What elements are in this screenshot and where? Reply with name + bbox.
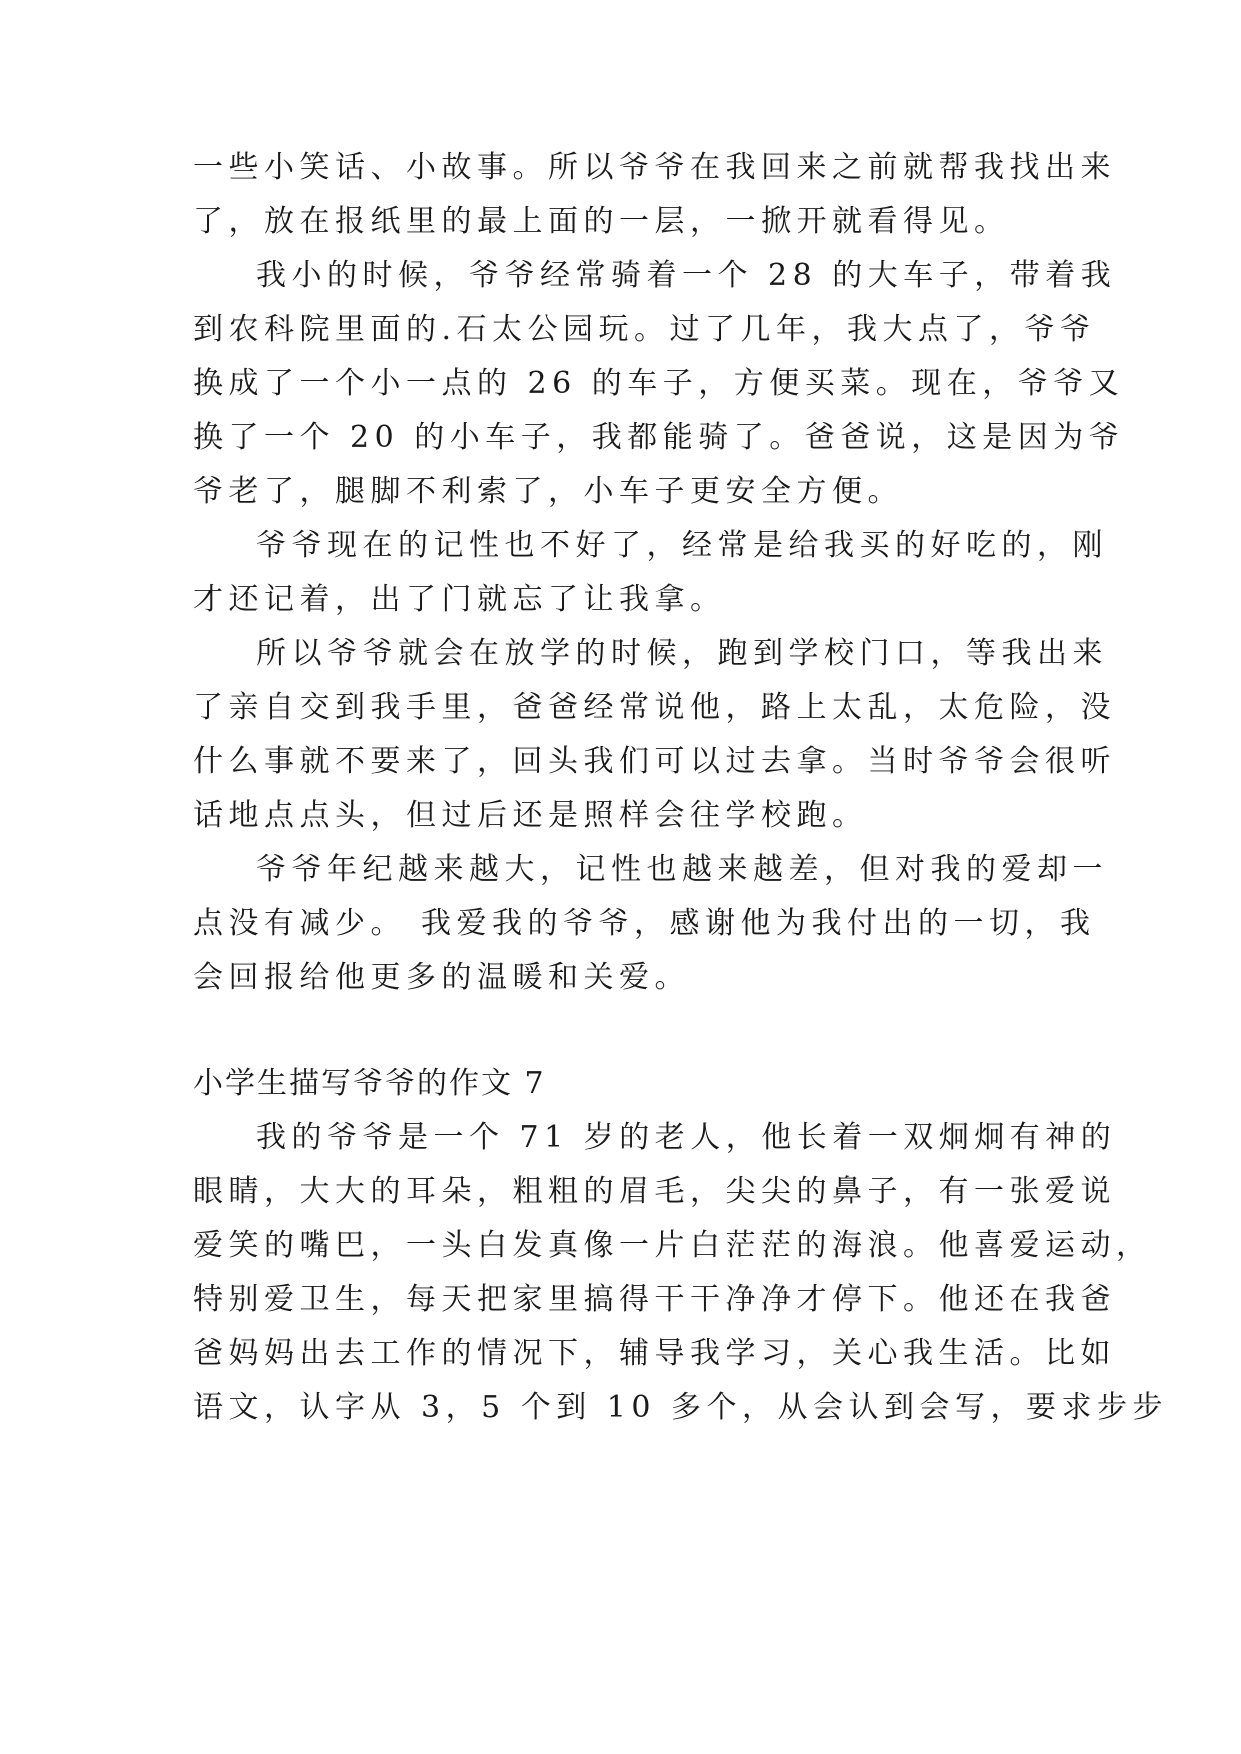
text-line: 什么事就不要来了，回头我们可以过去拿。当时爷爷会很听 xyxy=(193,744,1116,779)
paragraph-start-line: 我小的时候，爷爷经常骑着一个 28 的大车子，带着我 xyxy=(256,258,1117,293)
text-line: 换成了一个小一点的 26 的车子，方便买菜。现在，爷爷又 xyxy=(193,366,1125,401)
section-heading: 小学生描写爷爷的作文 7 xyxy=(193,1066,546,1101)
text-line: 眼睛，大大的耳朵，粗粗的眉毛，尖尖的鼻子，有一张爱说 xyxy=(193,1174,1116,1209)
text-line: 点没有减少。 我爱我的爷爷，感谢他为我付出的一切，我 xyxy=(193,906,1096,941)
text-line: 特别爱卫生，每天把家里搞得干干净净才停下。他还在我爸 xyxy=(193,1282,1116,1317)
text-line: 一些小笑话、小故事。所以爷爷在我回来之前就帮我找出来 xyxy=(193,150,1116,185)
text-line: 语文，认字从 3，5 个到 10 多个，从会认到会写，要求步步 xyxy=(193,1390,1168,1425)
text-line: 话地点点头，但过后还是照样会往学校跑。 xyxy=(193,798,868,833)
paragraph-start-line: 所以爷爷就会在放学的时候，跑到学校门口，等我出来 xyxy=(256,636,1108,671)
paragraph-start-line: 爷爷年纪越来越大，记性也越来越差，但对我的爱却一 xyxy=(256,852,1108,887)
text-line: 换了一个 20 的小车子，我都能骑了。爸爸说，这是因为爷 xyxy=(193,420,1125,455)
text-line: 爸妈妈出去工作的情况下，辅导我学习，关心我生活。比如 xyxy=(193,1336,1116,1371)
text-line: 了亲自交到我手里，爸爸经常说他，路上太乱，太危险，没 xyxy=(193,690,1116,725)
paragraph-start-line: 爷爷现在的记性也不好了，经常是给我买的好吃的，刚 xyxy=(256,528,1108,563)
text-line: 到农科院里面的.石太公园玩。过了几年，我大点了，爷爷 xyxy=(193,312,1096,347)
paragraph-start-line: 我的爷爷是一个 71 岁的老人，他长着一双炯炯有神的 xyxy=(256,1120,1117,1155)
text-line: 了，放在报纸里的最上面的一层，一掀开就看得见。 xyxy=(193,204,1010,239)
text-line: 爷老了，腿脚不利索了，小车子更安全方便。 xyxy=(193,474,903,509)
text-line: 爱笑的嘴巴，一头白发真像一片白茫茫的海浪。他喜爱运动， xyxy=(193,1228,1152,1263)
text-line: 会回报给他更多的温暖和关爱。 xyxy=(193,960,690,995)
text-line: 才还记着，出了门就忘了让我拿。 xyxy=(193,582,726,617)
